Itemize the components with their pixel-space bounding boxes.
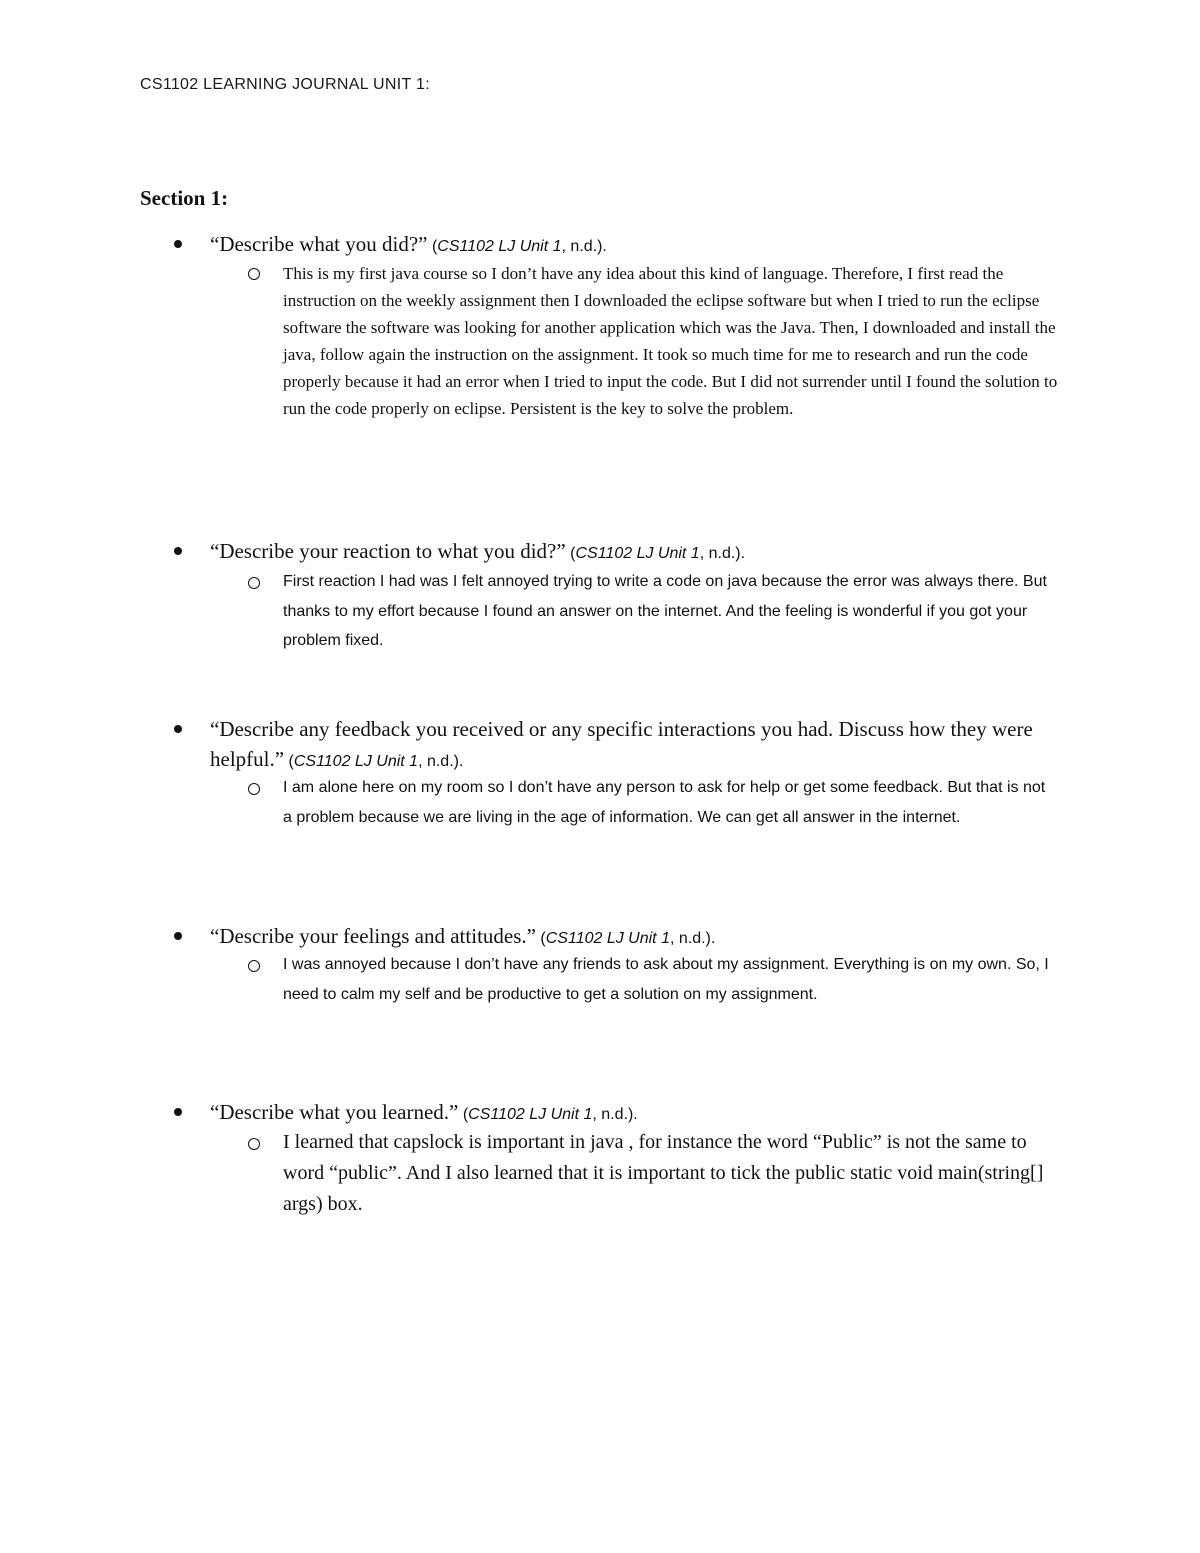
answer-text: I was annoyed because I don’t have any friends to ask about my assignment. Everything is on my own. So, I need to calm my self and be productive to get a solution on my assignment. (283, 956, 1049, 1003)
sub-bullet-icon (248, 1138, 260, 1150)
answer-text: I am alone here on my room so I don’t have any person to ask for help or get some feedback. But that is not a problem because we are living in the age of information. We can get all answer in the internet. (283, 779, 1046, 826)
citation-open: ( (458, 1106, 469, 1123)
answer-text: This is my first java course so I don’t have any idea about this kind of language. Therefore, I first read the instruction on the weekly assignment then I downloaded the eclipse software but when I tried to run the eclipse software the software was looking for another application which was the Java. Then, I downloaded and install the java, follow again the instruction on the assignment. It took so much time for me to research and run the code properly because it had an error when I tried to input the code. But I did not surrender until I found the solution to run the code properly on eclipse. Persistent is the key to solve the problem. (283, 264, 1058, 418)
citation-title: CS1102 LJ Unit 1 (575, 545, 700, 562)
citation-title: CS1102 LJ Unit 1 (437, 238, 562, 255)
citation (428, 238, 607, 255)
citation-open: ( (565, 545, 576, 562)
answer-text: I learned that capslock is important in java , for instance the word “Public” is not the same to word “public”. And I also learned that it is important to tick the public static void main(string[] args) box. (283, 1131, 1044, 1215)
document-header: CS1102 LEARNING JOURNAL UNIT 1: (140, 76, 430, 93)
citation-rest: , n.d.). (561, 238, 607, 255)
citation-title: CS1102 LJ Unit 1 (293, 753, 419, 770)
citation-rest: , n.d.). (669, 930, 716, 947)
section-title: Section 1: (140, 186, 229, 210)
citation-title: CS1102 LJ Unit 1 (468, 1106, 593, 1123)
citation (566, 545, 745, 562)
question-label: “Describe what you learned.” (210, 1100, 459, 1124)
citation (536, 930, 715, 947)
question-label: “Describe what you did?” (210, 232, 428, 256)
sub-bullet-icon (248, 577, 260, 589)
bullet-icon (174, 1108, 182, 1116)
sub-bullet-icon (248, 960, 260, 972)
citation-open: ( (284, 753, 294, 770)
sub-bullet-icon (248, 783, 260, 795)
citation-open: ( (535, 930, 546, 947)
citation-title: CS1102 LJ Unit 1 (545, 930, 670, 947)
answer-text: First reaction I had was I felt annoyed trying to write a code on java because the error was always there. But thanks to my effort because I found an answer on the internet. And the feeling is wonderful if you got your problem fixed. (283, 573, 1047, 649)
question-text (210, 229, 1060, 262)
citation-rest: , n.d.). (418, 753, 464, 770)
question-label: “Describe your feelings and attitudes.” (210, 924, 536, 948)
question-label: “Describe your reaction to what you did?” (210, 539, 566, 563)
citation-open: ( (427, 238, 438, 255)
bullet-icon (174, 932, 182, 940)
question-label: “Describe any feedback you received or any specific interactions you had. Discuss how they were helpful.” (210, 717, 1033, 771)
question-text (210, 714, 1060, 777)
bullet-icon (174, 240, 182, 248)
bullet-icon (174, 547, 182, 555)
question-text (210, 1097, 1060, 1130)
sub-bullet-icon (248, 268, 260, 280)
citation (284, 753, 463, 770)
citation (458, 1106, 637, 1123)
question-text (210, 536, 1060, 569)
citation-rest: , n.d.). (592, 1106, 638, 1123)
citation-rest: , n.d.). (699, 545, 746, 562)
bullet-icon (174, 725, 182, 733)
